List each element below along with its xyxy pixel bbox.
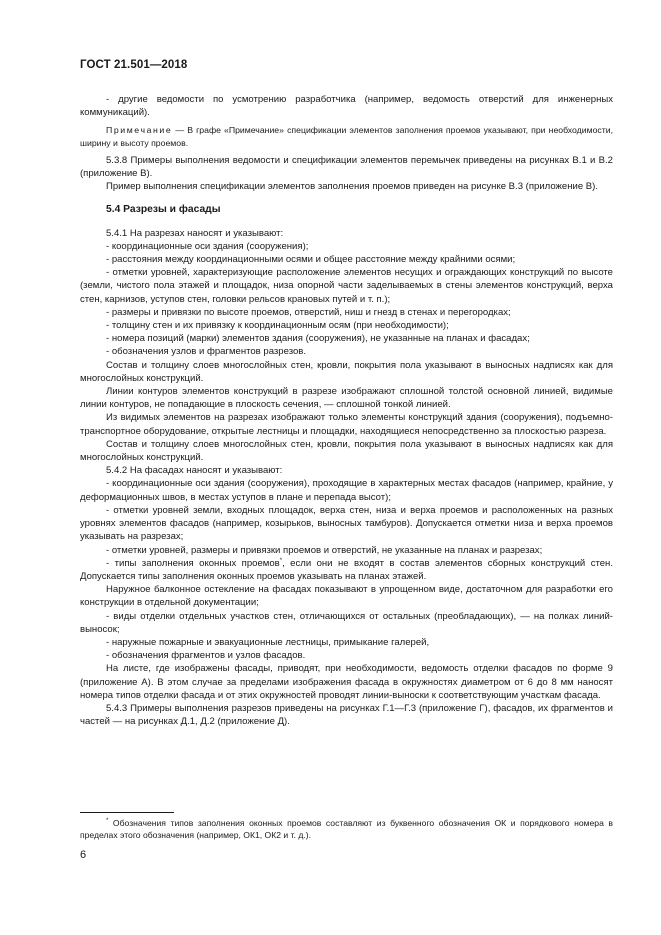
paragraph: Состав и толщину слоев многослойных стен, кровли, покрытия пола указывают в выносных надписях как для многослойных конструкций. <box>80 359 613 384</box>
section-heading: 5.4 Разрезы и фасады <box>106 204 221 216</box>
list-item <box>80 557 613 583</box>
paragraph: 5.4.1 На разрезах наносят и указывают: <box>106 227 284 239</box>
paragraph: 5.4.3 Примеры выполнения разрезов приведены на рисунках Г.1—Г.3 (приложение Г), фасадов, их фрагментов и частей — на рисунках Д.1, Д.2 (приложение Д). <box>80 702 613 728</box>
list-item-text: - типы заполнения оконных проемов <box>106 557 280 569</box>
paragraph: На листе, где изображены фасады, приводят, при необходимости, ведомость отделки фасадов по форме 9 (приложение А). В этом случае за пределами изображения фасада в окружностях диаметром от 6 до 8 мм наносят номера типов отделки фасада и от этих окружностей проводят линии-выноски к соответствующим участкам фасада. <box>80 663 613 701</box>
paragraph: Наружное балконное остекление на фасадах показывают в упрощенном виде, достаточном для разработки его конструкции в отдельной документации; <box>80 584 613 609</box>
footnote <box>80 817 613 841</box>
list-item: - расстояния между координационными осями и общее расстояние между крайними осями; <box>106 254 516 266</box>
note-text: — В графе «Примечание» спецификации элементов заполнения проемов указывают, при необходимости, ширину и высоту проемов. <box>80 125 613 148</box>
list-item: - толщину стен и их привязку к координационным осям (при необходимости); <box>106 320 449 332</box>
list-item: - виды отделки отдельных участков стен, отличающихся от остальных (преобладающих), — на полках линий-выносок; <box>80 610 613 635</box>
list-item: - отметки уровней земли, входных площадок, верха стен, низа и верха проемов и расположенных на разных уровнях элементов фасадов (например, козырьков, выносных тамбуров). Допускается отметки низа и верха проемов указывать на разрезах; <box>80 504 613 543</box>
document-body <box>80 93 613 728</box>
document-header: ГОСТ 21.501—2018 <box>80 59 188 71</box>
list-item: - наружные пожарные и эвакуационные лестницы, примыкание галерей, <box>106 636 430 648</box>
footnote-text: Обозначения типов заполнения оконных проемов составляют из буквенного обозначения ОК и порядкового номера в пределах этого обозначения (например, ОК1, ОК2 и т. д.). <box>80 818 613 840</box>
footnote-separator <box>80 812 174 813</box>
page-number: 6 <box>80 849 87 861</box>
list-item: - обозначения фрагментов и узлов фасадов. <box>106 650 306 662</box>
note <box>80 124 613 148</box>
footnote-marker: * <box>279 557 283 564</box>
list-item-text: , если они не входят в состав элементов сборных конструкций стен. Допускается типы заполнения оконных проемов указывать на планах этажей. <box>80 557 613 582</box>
paragraph: 5.4.2 На фасадах наносят и указывают: <box>106 465 283 477</box>
paragraph: Состав и толщину слоев многослойных стен, кровли, покрытия пола указывают в выносных надписях как для многослойных конструкций. <box>80 438 613 464</box>
list-item: - координационные оси здания (сооружения), проходящие в характерных местах фасадов (например, крайние, у деформационных швов, в местах уступов в плане и перепада высот); <box>80 478 613 503</box>
list-item: - другие ведомости по усмотрению разработчика (например, ведомость отверстий для инженерных коммуникаций). <box>80 94 613 119</box>
list-item: - координационные оси здания (сооружения); <box>106 240 309 252</box>
list-item: - размеры и привязки по высоте проемов, отверстий, ниш и гнезд в стенах и перегородках; <box>106 306 511 318</box>
paragraph: Из видимых элементов на разрезах изображают только элементы конструкций здания (сооружения), подъемно-транспортное оборудование, открытые лестницы и площадки, находящиеся непосредственно за плоскостью разреза. <box>80 412 613 437</box>
list-item: - отметки уровней, характеризующие расположение элементов несущих и ограждающих конструкций по высоте (земли, чистого пола этажей и площадок, низа опорной части заделываемых в стены элементов конструкций, верха стен, карнизов, уступов стен, головки рельсов крановых путей и т. п.); <box>80 267 613 305</box>
paragraph: Пример выполнения спецификации элементов заполнения проемов приведен на рисунке В.3 (приложение В). <box>106 181 598 193</box>
paragraph: 5.3.8 Примеры выполнения ведомости и спецификации элементов перемычек приведены на рисунках В.1 и В.2 (приложение В). <box>80 154 613 180</box>
list-item: - отметки уровней, размеры и привязки проемов и отверстий, не указанные на планах и разрезах; <box>106 544 543 556</box>
note-label: Примечание <box>106 125 173 136</box>
list-item: - обозначения узлов и фрагментов разрезов. <box>106 346 307 358</box>
paragraph: Линии контуров элементов конструкций в разрезе изображают сплошной толстой основной линией, видимые линии контуров, не попадающие в плоскость сечения, — сплошной тонкой линией. <box>80 386 613 411</box>
footnote-marker: * <box>106 818 109 825</box>
list-item: - номера позиций (марки) элементов здания (сооружения), не указанные на планах и фасадах; <box>106 333 530 345</box>
